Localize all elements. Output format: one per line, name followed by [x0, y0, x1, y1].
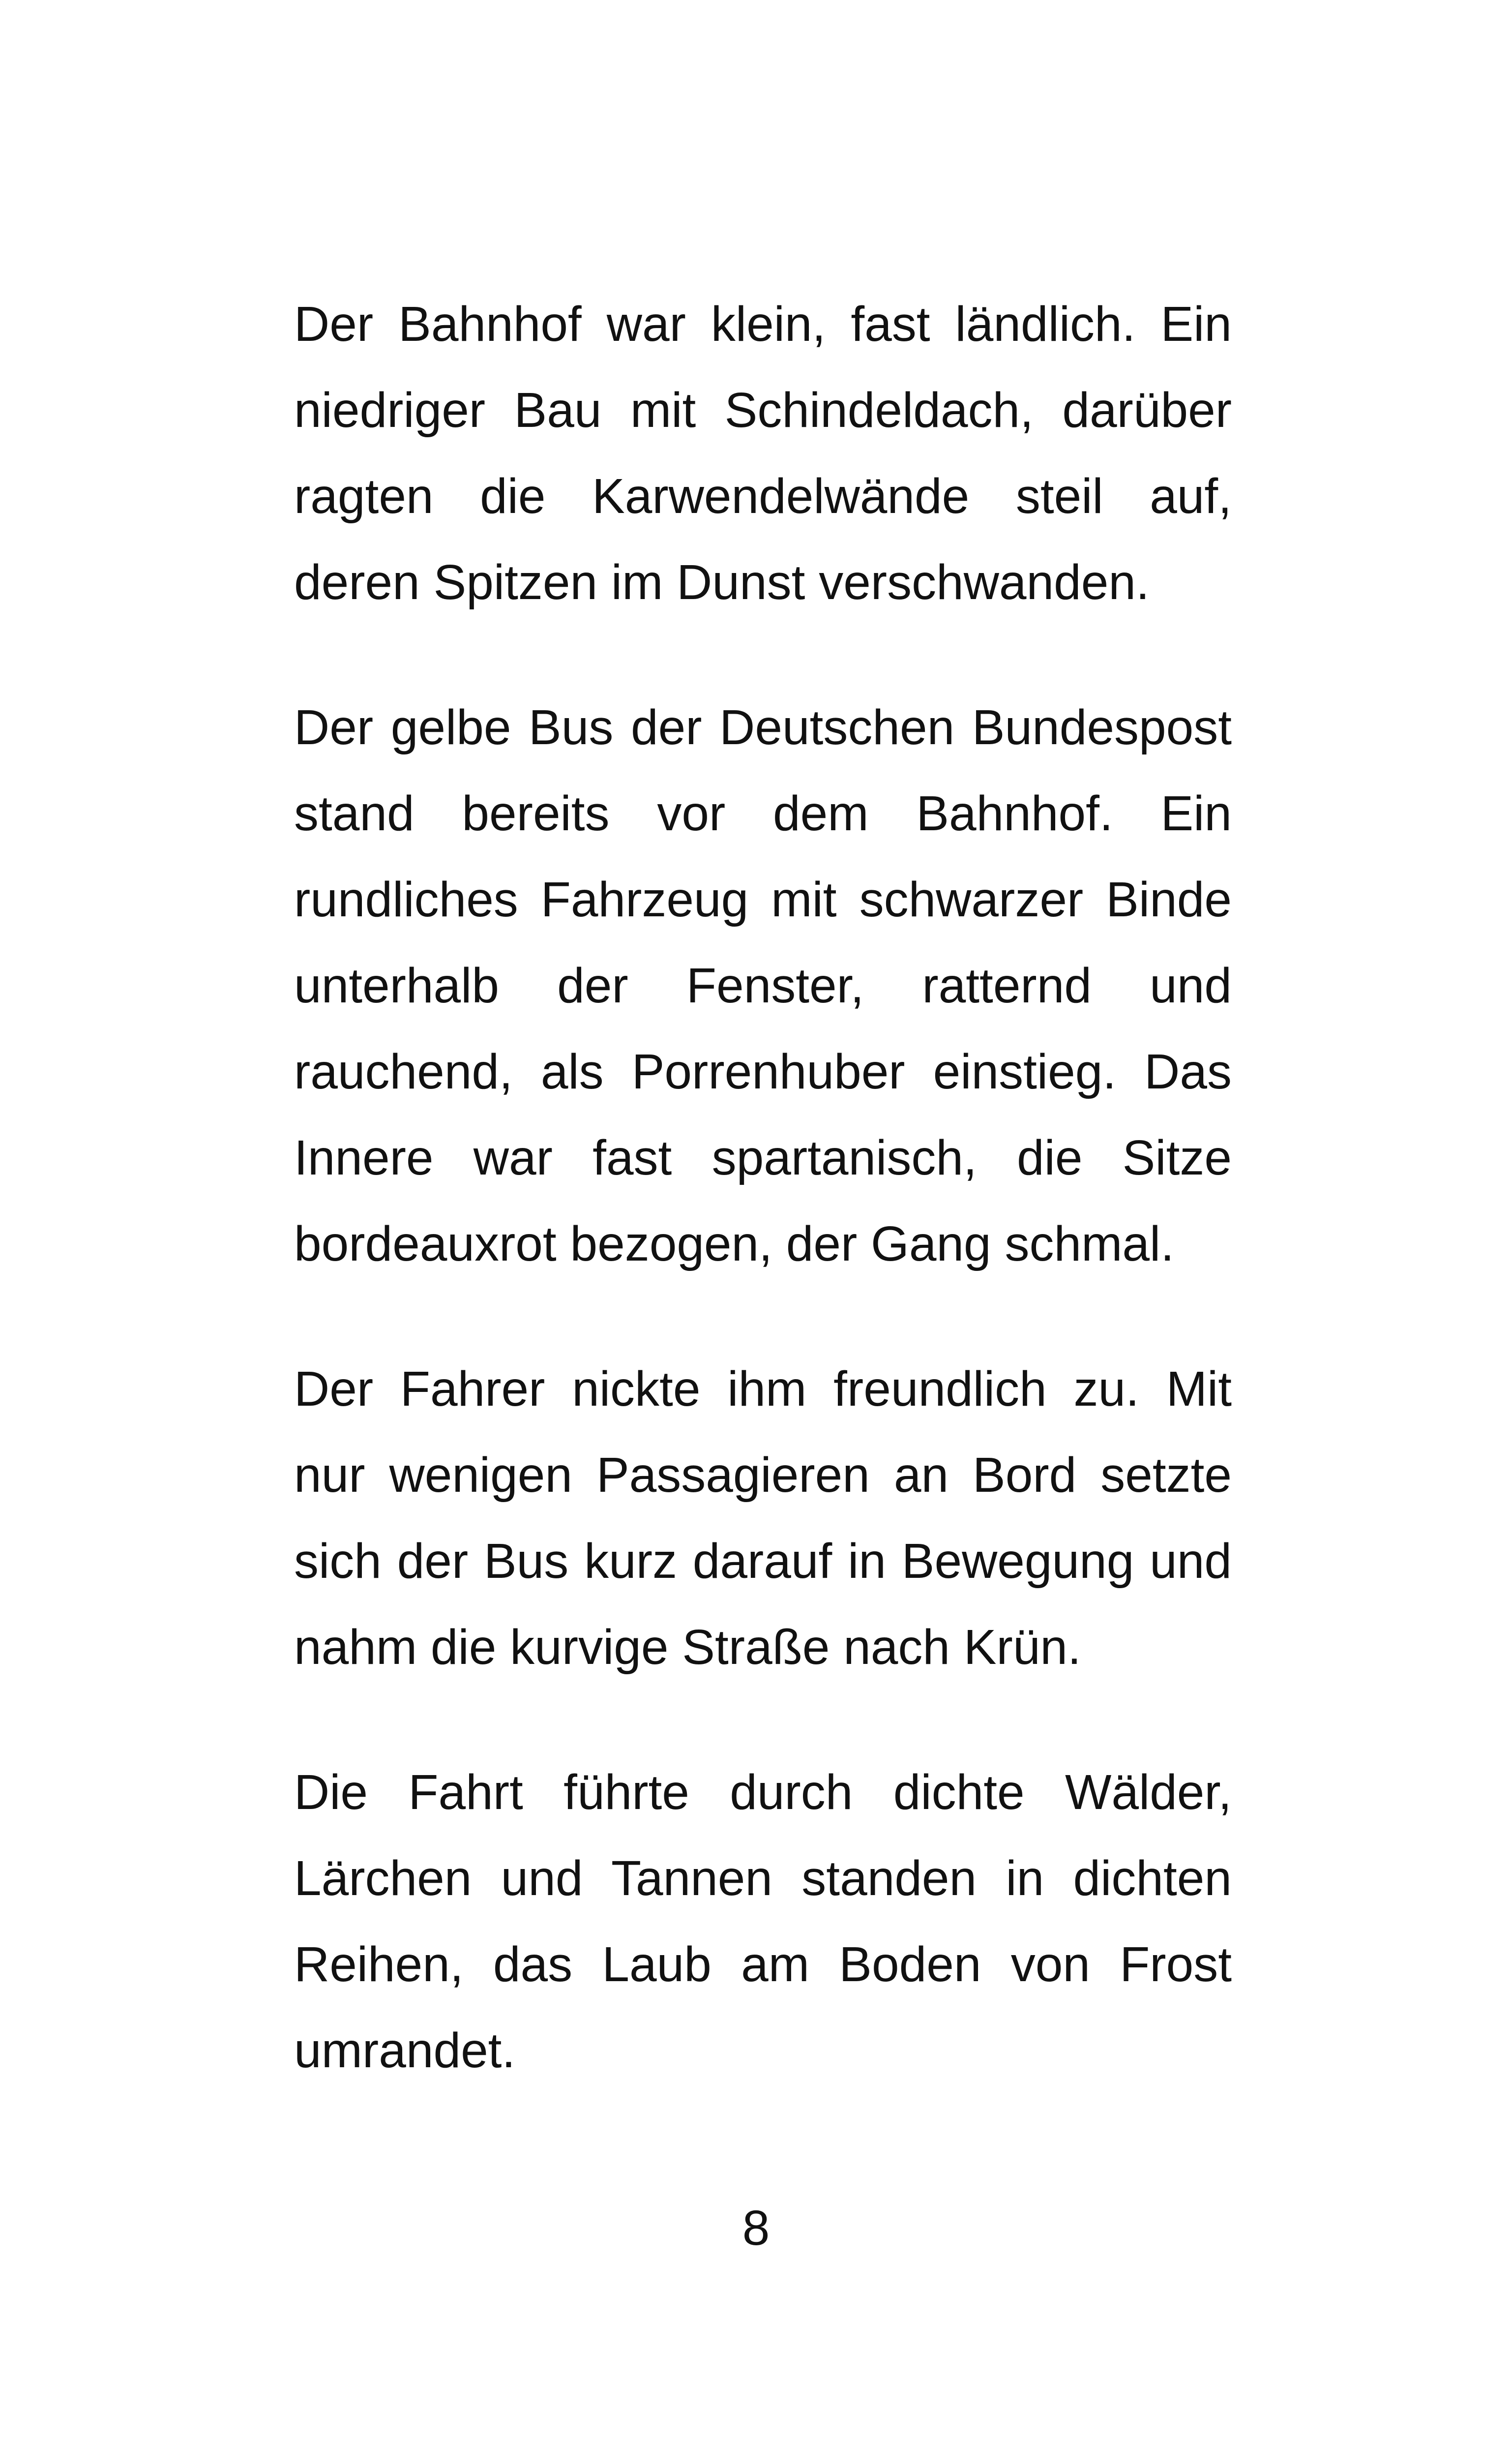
paragraph-2: Der gelbe Bus der Deutschen Bundespost stand bereits vor dem Bahnhof. Ein rundliches Fahrzeug mit schwarzer Binde unterhalb der Fenster, ratternd und rauchend, als Porrenhuber einstieg. Das Innere war fast spartanisch, die Sitze bordeauxrot bezogen, der Gang schmal. [294, 700, 1232, 1271]
paragraph-1: Der Bahnhof war klein, fast ländlich. Ein niedriger Bau mit Schindeldach, darüber ragten die Karwendelwände steil auf, deren Spitzen im Dunst verschwanden. [294, 297, 1232, 610]
paragraph-3: Der Fahrer nickte ihm freundlich zu. Mit nur wenigen Passagieren an Bord setzte sich der Bus kurz darauf in Bewegung und nahm die kurvige Straße nach Krün. [294, 1361, 1232, 1675]
page-number: 8 [742, 2201, 770, 2256]
body-text [294, 281, 1232, 2094]
paragraph-4: Die Fahrt führte durch dichte Wälder, Lärchen und Tannen standen in dichten Reihen, das Laub am Boden von Frost umrandet. [294, 1765, 1232, 2078]
